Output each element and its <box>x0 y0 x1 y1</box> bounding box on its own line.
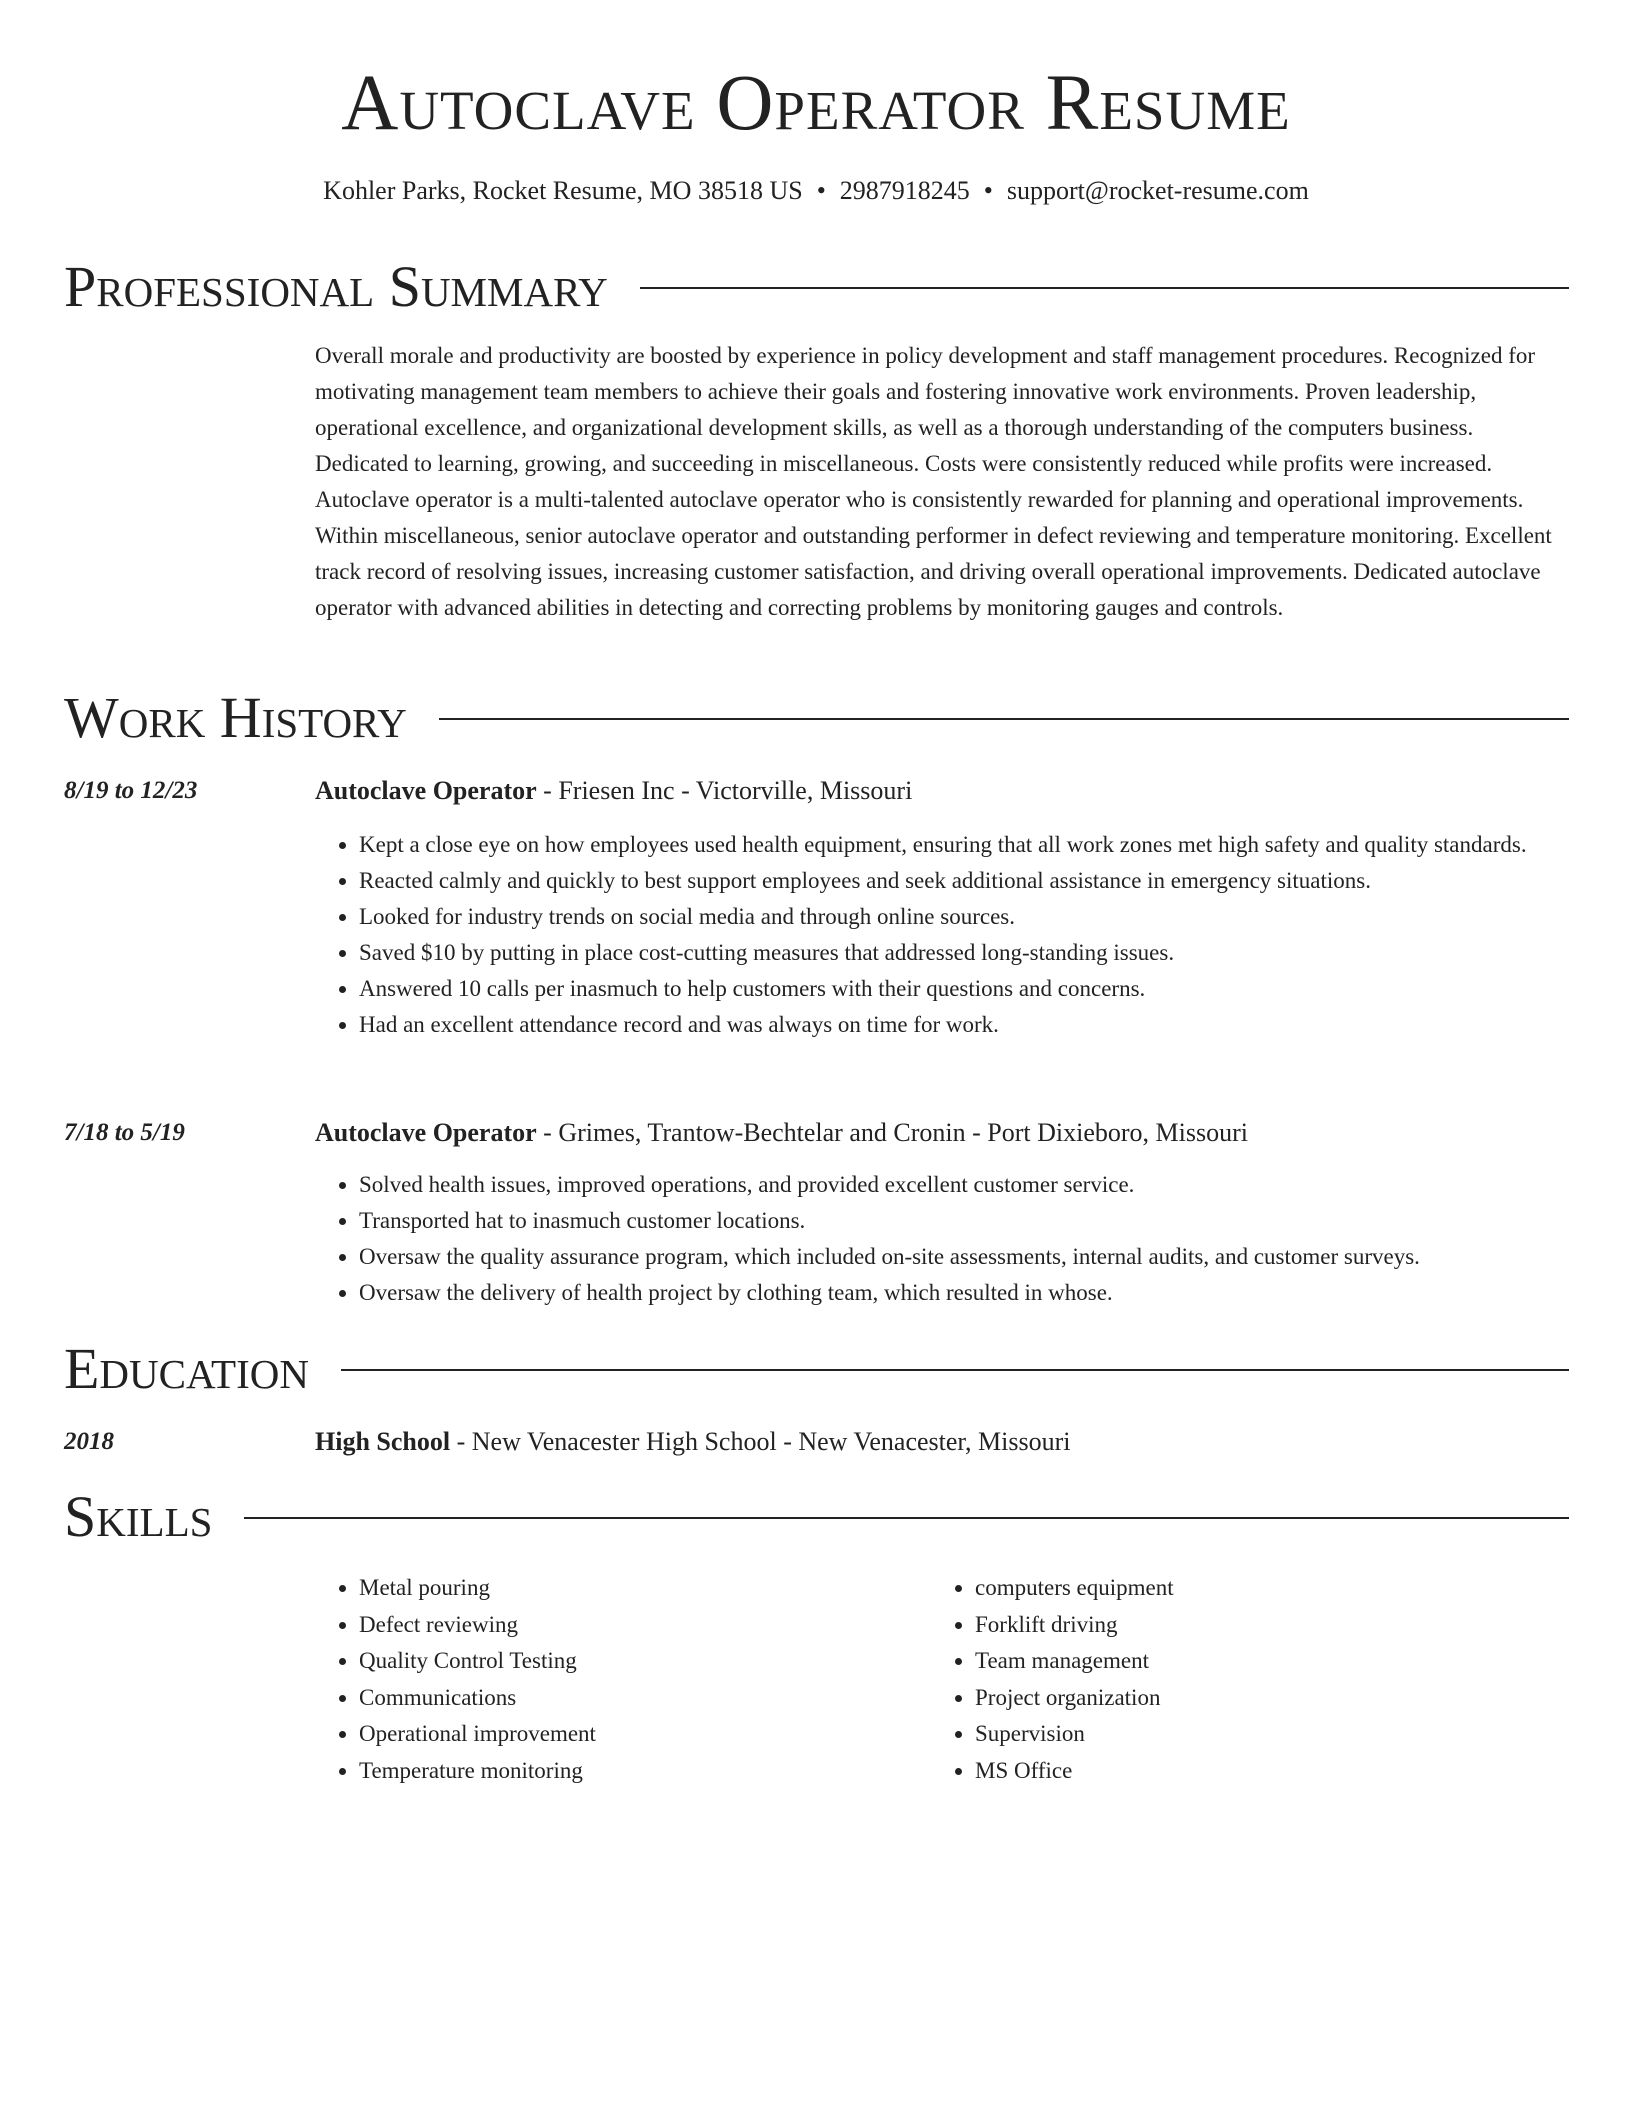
job-bullet-item: • Oversaw the delivery of health project by clothing team, which resulted in whose. <box>359 1275 1570 1311</box>
skill-item: • Supervision <box>975 1716 1174 1753</box>
education-school: - New Venacester High School - New Venacester, Missouri <box>450 1427 1071 1456</box>
section-divider <box>640 287 1569 289</box>
skill-item: • Defect reviewing <box>359 1607 596 1644</box>
section-header-summary <box>64 252 1569 322</box>
job-bullet-item: • Had an excellent attendance record and was always on time for work. <box>359 1007 1570 1043</box>
section-title-skills: Skills <box>64 1484 213 1549</box>
job-bullet-item: • Looked for industry trends on social media and through online sources. <box>359 899 1570 935</box>
section-divider <box>439 718 1569 720</box>
job-title: Autoclave Operator <box>315 1118 537 1147</box>
skill-item: • Metal pouring <box>359 1570 596 1607</box>
skills-list-right <box>931 1570 1174 1789</box>
job-bullet-item: • Reacted calmly and quickly to best support employees and seek additional assistance in emergency situations. <box>359 863 1570 899</box>
section-title-education: Education <box>64 1336 309 1401</box>
job-heading <box>315 1116 1248 1150</box>
skill-item: • Team management <box>975 1643 1174 1680</box>
skills-list-left <box>315 1570 596 1789</box>
skill-item: • Operational improvement <box>359 1716 596 1753</box>
education-degree: High School <box>315 1427 451 1456</box>
section-title-work: Work History <box>64 685 407 750</box>
contact-email: support@rocket-resume.com <box>1006 176 1309 205</box>
section-header-skills <box>64 1482 1569 1552</box>
job-bullet-item: • Saved $10 by putting in place cost-cutting measures that addressed long-standing issues. <box>359 935 1570 971</box>
skill-item: • computers equipment <box>975 1570 1174 1607</box>
skill-item: • Quality Control Testing <box>359 1643 596 1680</box>
job-bullets <box>315 1167 1570 1311</box>
contact-address: Kohler Parks, Rocket Resume, MO 38518 US <box>323 176 803 205</box>
contact-phone: 2987918245 <box>839 176 970 205</box>
summary-text: Overall morale and productivity are boosted by experience in policy development and staff management procedures. Recognized for motivating management team members to achieve their goals and fostering innovative work environments. Proven leadership, operational excellence, and organizational development skills, as well as a thorough understanding of the computers business. Dedicated to learning, growing, and succeeding in miscellaneous. Costs were consistently reduced while profits were increased. Autoclave operator is a multi-talented autoclave operator who is consistently rewarded for planning and operational improvements. Within miscellaneous, senior autoclave operator and outstanding performer in defect reviewing and temperature monitoring. Excellent track record of resolving issues, increasing customer satisfaction, and driving overall operational improvements. Dedicated autoclave operator with advanced abilities in detecting and correcting problems by monitoring gauges and controls. <box>315 343 1552 620</box>
contact-line <box>0 174 1632 208</box>
job-bullets <box>315 827 1570 1043</box>
job-bullet-item: • Kept a close eye on how employees used health equipment, ensuring that all work zones met high safety and quality standards. <box>359 827 1570 863</box>
section-header-education <box>64 1334 1569 1404</box>
job-company: - Grimes, Trantow-Bechtelar and Cronin - Port Dixieboro, Missouri <box>536 1118 1248 1147</box>
education-heading <box>315 1425 1071 1459</box>
section-title-summary: Professional Summary <box>64 254 608 319</box>
section-divider <box>244 1517 1569 1519</box>
education-year: 2018 <box>64 1428 114 1455</box>
section-divider <box>341 1369 1569 1371</box>
section-header-work <box>64 683 1569 753</box>
job-bullet-item: • Transported hat to inasmuch customer locations. <box>359 1203 1570 1239</box>
skill-item: • Communications <box>359 1680 596 1717</box>
job-company: - Friesen Inc - Victorville, Missouri <box>536 776 913 805</box>
job-bullet-item: • Oversaw the quality assurance program, which included on-site assessments, internal audits, and customer surveys. <box>359 1239 1570 1275</box>
job-dates: 7/18 to 5/19 <box>64 1119 185 1146</box>
job-title: Autoclave Operator <box>315 776 537 805</box>
job-bullet-item: • Solved health issues, improved operations, and provided excellent customer service. <box>359 1167 1570 1203</box>
contact-separator: • <box>816 176 826 205</box>
job-bullet-item: • Answered 10 calls per inasmuch to help customers with their questions and concerns. <box>359 971 1570 1007</box>
skill-item: • Forklift driving <box>975 1607 1174 1644</box>
skill-item: • MS Office <box>975 1753 1174 1790</box>
contact-separator: • <box>983 176 993 205</box>
resume-title: Autoclave Operator Resume <box>341 60 1291 147</box>
job-dates: 8/19 to 12/23 <box>64 777 198 804</box>
skill-item: • Project organization <box>975 1680 1174 1717</box>
job-heading <box>315 774 912 808</box>
skill-item: • Temperature monitoring <box>359 1753 596 1790</box>
